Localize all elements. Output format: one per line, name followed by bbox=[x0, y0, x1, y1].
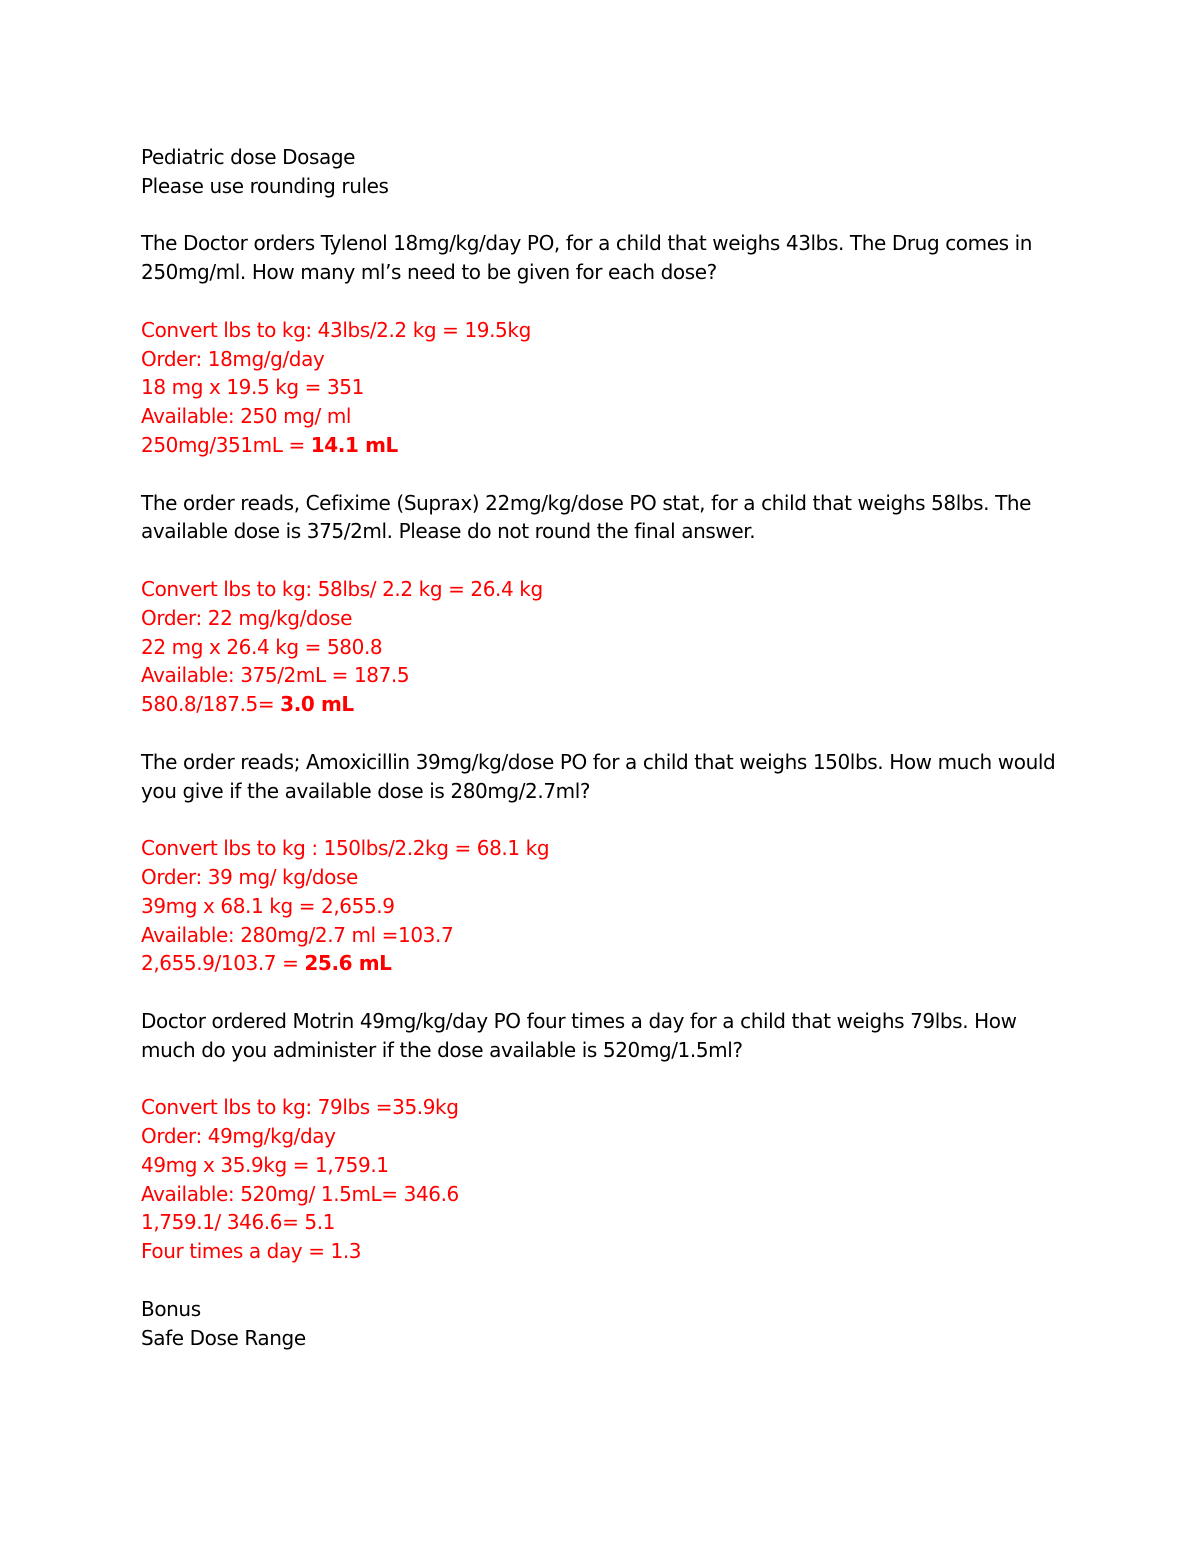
problem-4 bbox=[141, 1007, 1101, 1266]
bonus-heading: Bonus bbox=[141, 1296, 201, 1321]
question-line: 250mg/ml. How many ml’s need to be given for each dose? bbox=[141, 260, 717, 285]
final-answer-value: 3.0 mL bbox=[280, 692, 354, 717]
question-line: available dose is 375/2ml. Please do not round the final answer. bbox=[141, 519, 756, 544]
answer-line: Order: 49mg/kg/day bbox=[141, 1124, 336, 1149]
spacer bbox=[141, 201, 1101, 230]
answer-line: 1,759.1/ 346.6= 5.1 bbox=[141, 1210, 336, 1235]
spacer bbox=[141, 287, 1101, 316]
spacer bbox=[141, 978, 1101, 1007]
question-line: The order reads, Cefixime (Suprax) 22mg/kg/dose PO stat, for a child that weighs 58lbs. The bbox=[141, 490, 1032, 515]
final-answer-prefix: 250mg/351mL = bbox=[141, 432, 311, 457]
answer-line: Order: 39 mg/ kg/dose bbox=[141, 864, 358, 889]
final-answer-value: 25.6 mL bbox=[304, 951, 392, 976]
answer-line: Available: 250 mg/ ml bbox=[141, 404, 352, 429]
document-title: Pediatric dose Dosage bbox=[141, 145, 356, 169]
spacer bbox=[141, 546, 1101, 575]
answer-line: Available: 520mg/ 1.5mL= 346.6 bbox=[141, 1181, 459, 1206]
question-line: much do you administer if the dose available is 520mg/1.5ml? bbox=[141, 1037, 743, 1062]
answer-line: 49mg x 35.9kg = 1,759.1 bbox=[141, 1152, 389, 1177]
question-line: Doctor ordered Motrin 49mg/kg/day PO four times a day for a child that weighs 79lbs. How bbox=[141, 1008, 1017, 1033]
answer-line: Convert lbs to kg: 43lbs/2.2 kg = 19.5kg bbox=[141, 317, 531, 342]
spacer bbox=[141, 719, 1101, 748]
question-line: The Doctor orders Tylenol 18mg/kg/day PO, for a child that weighs 43lbs. The Drug comes in bbox=[141, 231, 1033, 256]
answer-line: 39mg x 68.1 kg = 2,655.9 bbox=[141, 893, 395, 918]
spacer bbox=[141, 460, 1101, 489]
problem-1 bbox=[141, 229, 1101, 459]
question-line: The order reads; Amoxicillin 39mg/kg/dose PO for a child that weighs 150lbs. How much would bbox=[141, 749, 1056, 774]
spacer bbox=[141, 1266, 1101, 1295]
safe-dose-range-heading: Safe Dose Range bbox=[141, 1325, 306, 1350]
spacer bbox=[141, 1065, 1101, 1094]
answer-line: Available: 375/2mL = 187.5 bbox=[141, 663, 410, 688]
answer-line: Order: 22 mg/kg/dose bbox=[141, 605, 352, 630]
answer-line: Convert lbs to kg: 79lbs =35.9kg bbox=[141, 1095, 459, 1120]
problem-2 bbox=[141, 489, 1101, 719]
spacer bbox=[141, 805, 1101, 834]
final-answer-line bbox=[141, 949, 1101, 978]
answer-line: Convert lbs to kg : 150lbs/2.2kg = 68.1 kg bbox=[141, 836, 550, 861]
answer-line: Order: 18mg/g/day bbox=[141, 346, 325, 371]
answer-line: 18 mg x 19.5 kg = 351 bbox=[141, 375, 364, 400]
answer-line: Four times a day = 1.3 bbox=[141, 1239, 362, 1264]
final-answer-prefix: 580.8/187.5= bbox=[141, 692, 281, 717]
problem-3 bbox=[141, 748, 1101, 978]
final-answer-value: 14.1 mL bbox=[310, 432, 398, 457]
document-page bbox=[141, 143, 1101, 1352]
final-answer-prefix: 2,655.9/103.7 = bbox=[141, 951, 305, 976]
answer-line: 22 mg x 26.4 kg = 580.8 bbox=[141, 634, 383, 659]
final-answer-line bbox=[141, 690, 1101, 719]
question-line: you give if the available dose is 280mg/2.7ml? bbox=[141, 778, 591, 803]
answer-line: Available: 280mg/2.7 ml =103.7 bbox=[141, 922, 454, 947]
document-subtitle: Please use rounding rules bbox=[141, 173, 389, 198]
final-answer-line bbox=[141, 431, 1101, 460]
answer-line: Convert lbs to kg: 58lbs/ 2.2 kg = 26.4 kg bbox=[141, 576, 543, 601]
